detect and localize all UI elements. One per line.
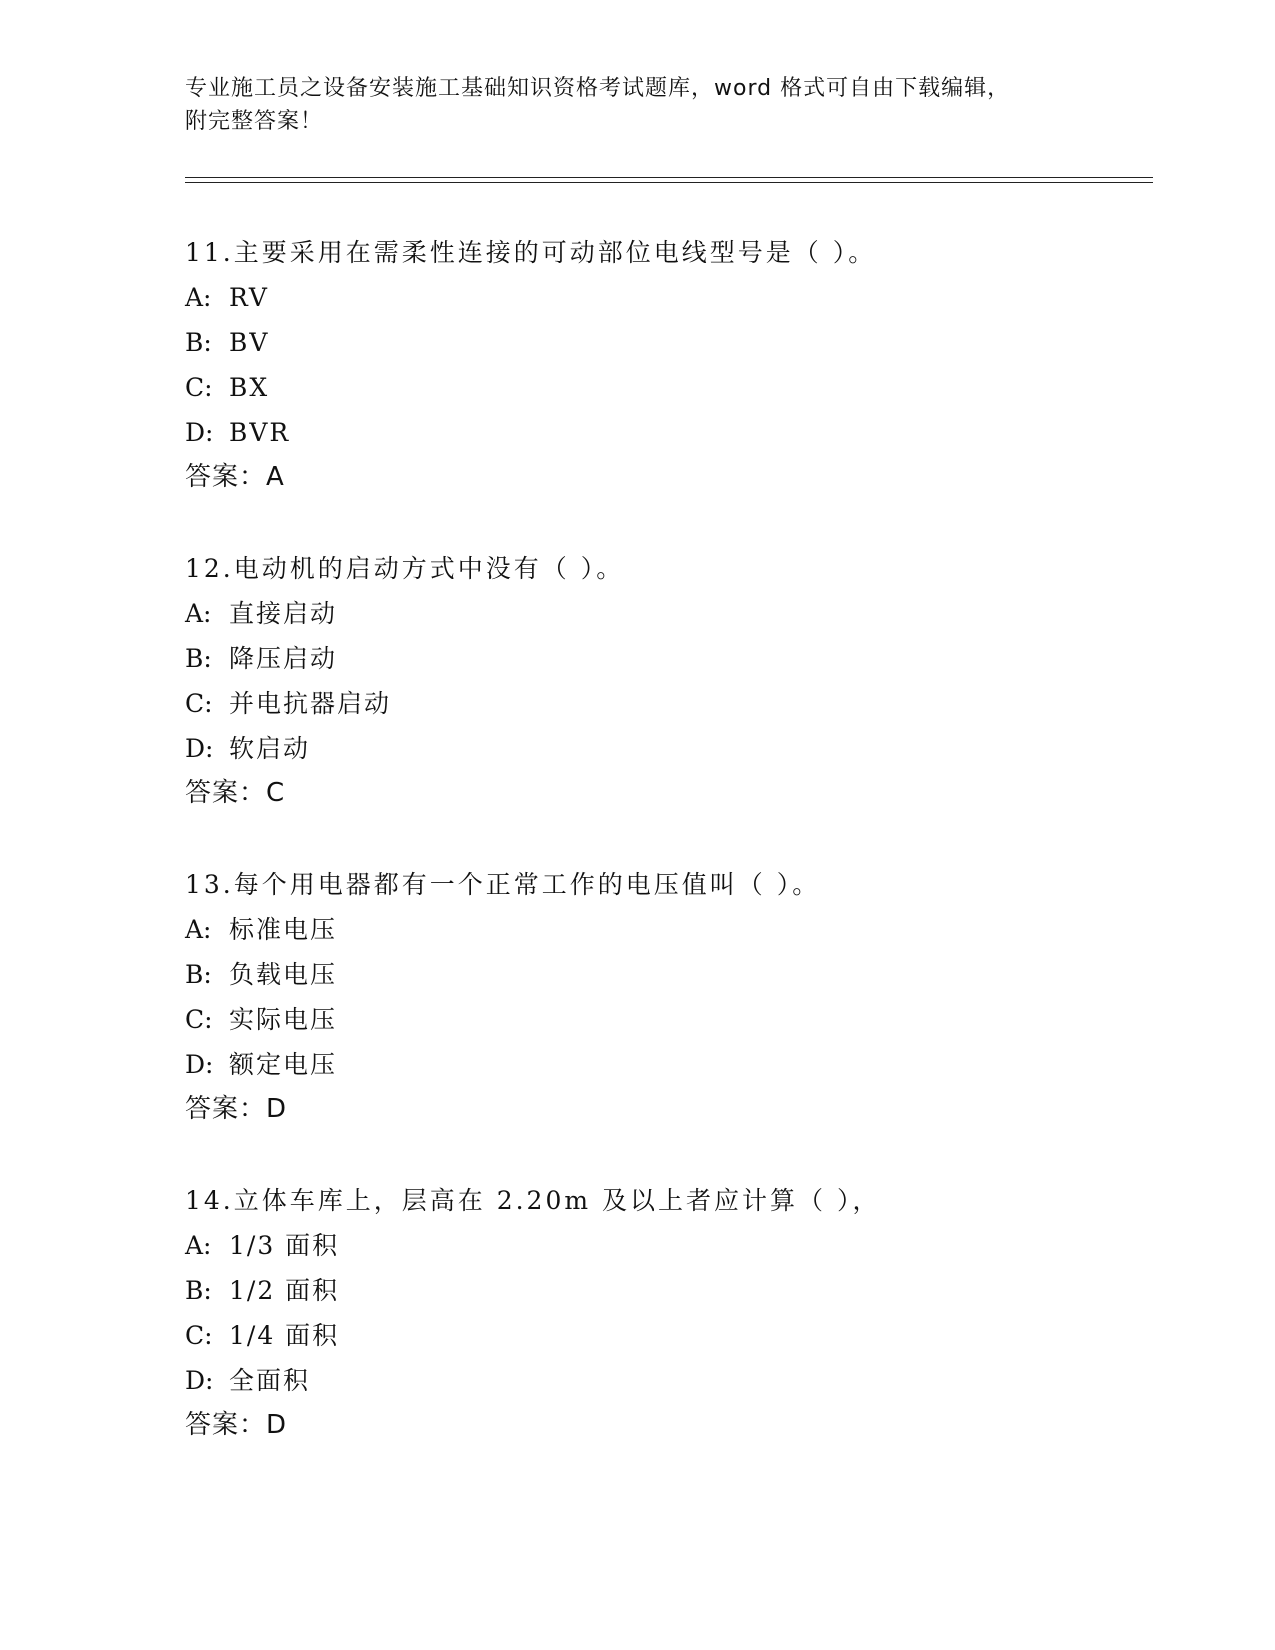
option-d bbox=[185, 1358, 1145, 1403]
option-letter: D: bbox=[185, 418, 214, 447]
option-letter: A: bbox=[185, 915, 212, 944]
option-b bbox=[185, 952, 1145, 997]
option-c bbox=[185, 997, 1145, 1042]
option-d bbox=[185, 410, 1145, 455]
option-letter: C: bbox=[185, 689, 213, 718]
document-header bbox=[185, 72, 1085, 138]
answer-line: 答案：D bbox=[185, 1094, 288, 1124]
answer-line: 答案：C bbox=[185, 778, 286, 808]
option-a bbox=[185, 275, 1145, 320]
question-stem: 13.每个用电器都有一个正常工作的电压值叫（ ）。 bbox=[185, 870, 821, 899]
header-line-1: 专业施工员之设备安装施工基础知识资格考试题库，word 格式可自由下载编辑， bbox=[185, 76, 1011, 101]
option-b bbox=[185, 320, 1145, 365]
option-c bbox=[185, 1313, 1145, 1358]
option-text: 全面积 bbox=[229, 1366, 311, 1395]
option-letter: A: bbox=[185, 599, 212, 628]
option-letter: D: bbox=[185, 734, 214, 763]
option-letter: B: bbox=[185, 644, 212, 673]
option-letter: B: bbox=[185, 328, 212, 357]
option-text: BV bbox=[229, 328, 270, 357]
option-text: 标准电压 bbox=[229, 915, 338, 944]
option-a bbox=[185, 907, 1145, 952]
option-c bbox=[185, 365, 1145, 410]
question-13 bbox=[185, 862, 1145, 1132]
option-a bbox=[185, 591, 1145, 636]
option-letter: B: bbox=[185, 1276, 212, 1305]
option-letter: A: bbox=[185, 1231, 212, 1260]
option-text: 负载电压 bbox=[229, 960, 338, 989]
option-letter: C: bbox=[185, 1005, 213, 1034]
option-text: 1/2 面积 bbox=[229, 1276, 340, 1305]
question-stem: 14.立体车库上，层高在 2.20m 及以上者应计算（ ）， bbox=[185, 1186, 881, 1215]
option-letter: D: bbox=[185, 1366, 214, 1395]
option-d bbox=[185, 1042, 1145, 1087]
question-stem: 11.主要采用在需柔性连接的可动部位电线型号是（ ）。 bbox=[185, 238, 877, 267]
header-divider-bottom bbox=[185, 182, 1153, 183]
option-b bbox=[185, 1268, 1145, 1313]
option-text: 1/4 面积 bbox=[229, 1321, 340, 1350]
option-letter: D: bbox=[185, 1050, 214, 1079]
option-text: 实际电压 bbox=[229, 1005, 338, 1034]
option-letter: C: bbox=[185, 1321, 213, 1350]
option-letter: B: bbox=[185, 960, 212, 989]
question-12 bbox=[185, 546, 1145, 816]
answer-line: 答案：A bbox=[185, 462, 285, 492]
question-stem: 12.电动机的启动方式中没有（ ）。 bbox=[185, 554, 625, 583]
header-divider-top bbox=[185, 177, 1153, 178]
option-text: 1/3 面积 bbox=[229, 1231, 340, 1260]
option-letter: A: bbox=[185, 283, 212, 312]
option-text: BX bbox=[229, 373, 270, 402]
option-letter: C: bbox=[185, 373, 213, 402]
option-b bbox=[185, 636, 1145, 681]
header-line-2: 附完整答案！ bbox=[185, 109, 324, 134]
option-text: RV bbox=[229, 283, 269, 312]
option-text: 额定电压 bbox=[229, 1050, 338, 1079]
option-a bbox=[185, 1223, 1145, 1268]
option-text: BVR bbox=[229, 418, 291, 447]
option-d bbox=[185, 726, 1145, 771]
option-text: 并电抗器启动 bbox=[229, 689, 392, 718]
answer-line: 答案：D bbox=[185, 1410, 288, 1440]
option-text: 软启动 bbox=[229, 734, 311, 763]
question-14 bbox=[185, 1178, 1145, 1448]
option-text: 直接启动 bbox=[229, 599, 338, 628]
option-c bbox=[185, 681, 1145, 726]
option-text: 降压启动 bbox=[229, 644, 338, 673]
question-11 bbox=[185, 230, 1145, 500]
